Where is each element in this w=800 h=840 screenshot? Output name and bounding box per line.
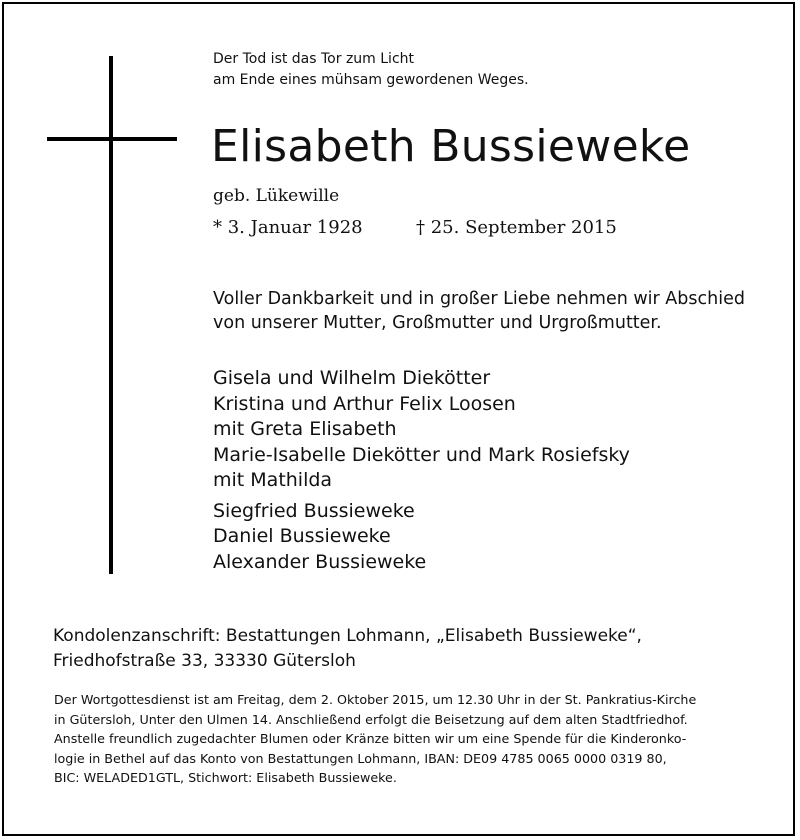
motto-line-2: am Ende eines mühsam gewordenen Weges. bbox=[213, 72, 529, 88]
mourner-line: mit Mathilda bbox=[213, 469, 333, 491]
birth-name: geb. Lükewille bbox=[213, 186, 340, 206]
deceased-name: Elisabeth Bussieweke bbox=[211, 121, 691, 172]
birth-date: * 3. Januar 1928 bbox=[213, 217, 363, 238]
mourner-line: Marie-Isabelle Diekötter und Mark Rosiefsky bbox=[213, 443, 630, 466]
death-date: † 25. September 2015 bbox=[416, 217, 617, 238]
info-line: in Gütersloh, Unter den Ulmen 14. Anschließend erfolgt die Beisetzung auf dem alten Stadtfriedhof. bbox=[54, 711, 688, 727]
mourner-line: Siegfried Bussieweke bbox=[213, 499, 415, 522]
condolence-address bbox=[53, 624, 642, 674]
address-line-1: Kondolenzanschrift: Bestattungen Lohmann, „Elisabeth Bussieweke“, bbox=[53, 626, 642, 646]
mourners-list bbox=[213, 366, 630, 575]
motto-line-1: Der Tod ist das Tor zum Licht bbox=[213, 51, 415, 67]
motto bbox=[213, 49, 529, 91]
info-line: Anstelle freundlich zugedachter Blumen oder Kränze bitten wir um eine Spende für die Kinderonko- bbox=[54, 731, 687, 746]
mourner-line: Gisela und Wilhelm Diekötter bbox=[213, 367, 491, 389]
cross-vertical-bar bbox=[109, 56, 113, 574]
life-dates bbox=[213, 216, 617, 240]
mourner-line: Daniel Bussieweke bbox=[213, 525, 391, 547]
mourner-line: mit Greta Elisabeth bbox=[213, 418, 397, 440]
mourner-line: Alexander Bussieweke bbox=[213, 550, 427, 573]
info-line: Der Wortgottesdienst ist am Freitag, dem 2. Oktober 2015, um 12.30 Uhr in der St. Pankratius-Kirche bbox=[54, 692, 697, 707]
address-line-2: Friedhofstraße 33, 33330 Gütersloh bbox=[53, 651, 356, 671]
info-line: BIC: WELADED1GTL, Stichwort: Elisabeth Bussieweke. bbox=[54, 770, 397, 785]
farewell-text bbox=[213, 287, 745, 335]
mourner-line: Kristina und Arthur Felix Loosen bbox=[213, 392, 516, 415]
cross-horizontal-bar bbox=[47, 137, 177, 141]
service-info bbox=[54, 690, 696, 788]
farewell-line-1: Voller Dankbarkeit und in großer Liebe nehmen wir Abschied bbox=[213, 289, 745, 309]
info-line: logie in Bethel auf das Konto von Bestattungen Lohmann, IBAN: DE09 4785 0065 0000 0319 80, bbox=[54, 750, 667, 766]
farewell-line-2: von unserer Mutter, Großmutter und Urgroßmutter. bbox=[213, 313, 662, 333]
